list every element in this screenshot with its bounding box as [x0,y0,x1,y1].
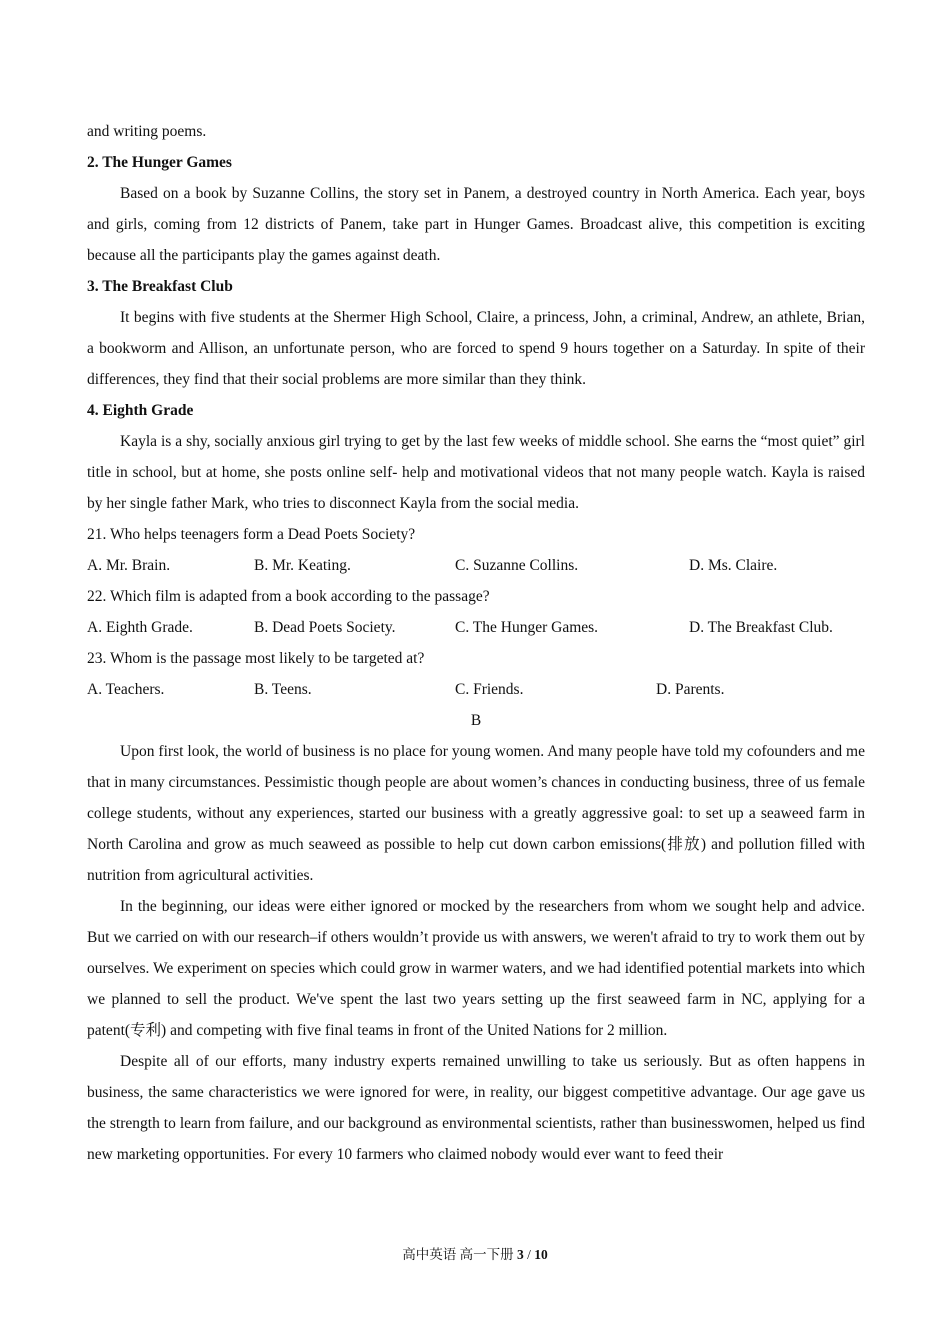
question-22-stem: 22. Which film is adapted from a book according to the passage? [87,588,490,605]
footer-page-number: 3 [516,1247,524,1262]
page-content [87,116,865,1170]
passage-b-label: B [470,712,482,729]
question-22-option-a: A. Eighth Grade. [87,619,193,636]
question-21-option-b: B. Mr. Keating. [254,557,351,574]
film-2-body: Based on a book by Suzanne Collins, the story set in Panem, a destroyed country in North America. Each year, boys and girls, coming from 12 districts of Panem, take part in Hunger Games. Broadcast alive, this competition is exciting because all the participants play the games against death. [87,185,865,264]
film-2-title: 2. The Hunger Games [87,154,232,171]
question-22-options [87,612,865,643]
footer-separator: / [527,1247,531,1262]
intro-tail: and writing poems. [87,123,207,140]
passage-b-paragraph-3: Despite all of our efforts, many industry experts remained unwilling to take us seriously. But as often happens in business, the same characteristics we were ignored for were, in reality, our biggest competitive advantage. Our age gave us the strength to learn from failure, and our background as environmental scientists, rather than businesswomen, helped us find new marketing opportunities. For every 10 farmers who claimed nobody would ever want to feed their [87,1053,865,1163]
question-23-options [87,674,865,705]
film-4-title: 4. Eighth Grade [87,402,194,419]
question-21-stem: 21. Who helps teenagers form a Dead Poets Society? [87,526,416,543]
footer-page-total: 10 [534,1247,548,1262]
question-22-option-c: C. The Hunger Games. [455,619,599,636]
page-footer [0,1245,950,1265]
question-23-option-a: A. Teachers. [87,681,165,698]
question-21-options [87,550,865,581]
passage-b-paragraph-2: In the beginning, our ideas were either ignored or mocked by the researchers from whom we sought help and advice. But we carried on with our research–if others wouldn’t provide us with answers, we weren't afraid to try to work them out by ourselves. We experiment on species which could grow in warmer waters, and we had identified potential markets into which we planned to sell the product. We've spent the last two years setting up the first seaweed farm in NC, applying for a patent(专利) and competing with five final teams in front of the United Nations for 2 million. [87,898,865,1039]
question-21-option-a: A. Mr. Brain. [87,557,171,574]
question-23-stem: 23. Whom is the passage most likely to be targeted at? [87,650,425,667]
passage-b-paragraph-1: Upon first look, the world of business is no place for young women. And many people have told my cofounders and me that in many circumstances. Pessimistic though people are about women’s chances in conducting business, three of us female college students, without any experiences, started our business with a greatly aggressive goal: to set up a seaweed farm in North Carolina and grow as much seaweed as possible to help cut down carbon emissions(排放) and pollution filled with nutrition from agricultural activities. [87,743,865,884]
film-4-body: Kayla is a shy, socially anxious girl trying to get by the last few weeks of middle school. She earns the “most quiet” girl title in school, but at home, she posts online self- help and motivational videos that not many people watch. Kayla is raised by her single father Mark, who tries to disconnect Kayla from the social media. [87,433,865,512]
question-22-option-b: B. Dead Poets Society. [254,619,396,636]
question-21-option-d: D. Ms. Claire. [689,557,778,574]
question-23-option-d: D. Parents. [656,681,725,698]
film-3-title: 3. The Breakfast Club [87,278,233,295]
question-21-option-c: C. Suzanne Collins. [455,557,579,574]
film-3-body: It begins with five students at the Shermer High School, Claire, a princess, John, a criminal, Andrew, an athlete, Brian, a bookworm and Allison, an unfortunate person, who are forced to spend 9 hours together on a Saturday. In spite of their differences, they find that their social problems are more similar than they think. [87,309,865,388]
question-23-option-b: B. Teens. [254,681,312,698]
footer-subject: 高中英语 高一下册 [402,1247,514,1262]
question-23-option-c: C. Friends. [455,681,524,698]
question-22-option-d: D. The Breakfast Club. [689,619,833,636]
